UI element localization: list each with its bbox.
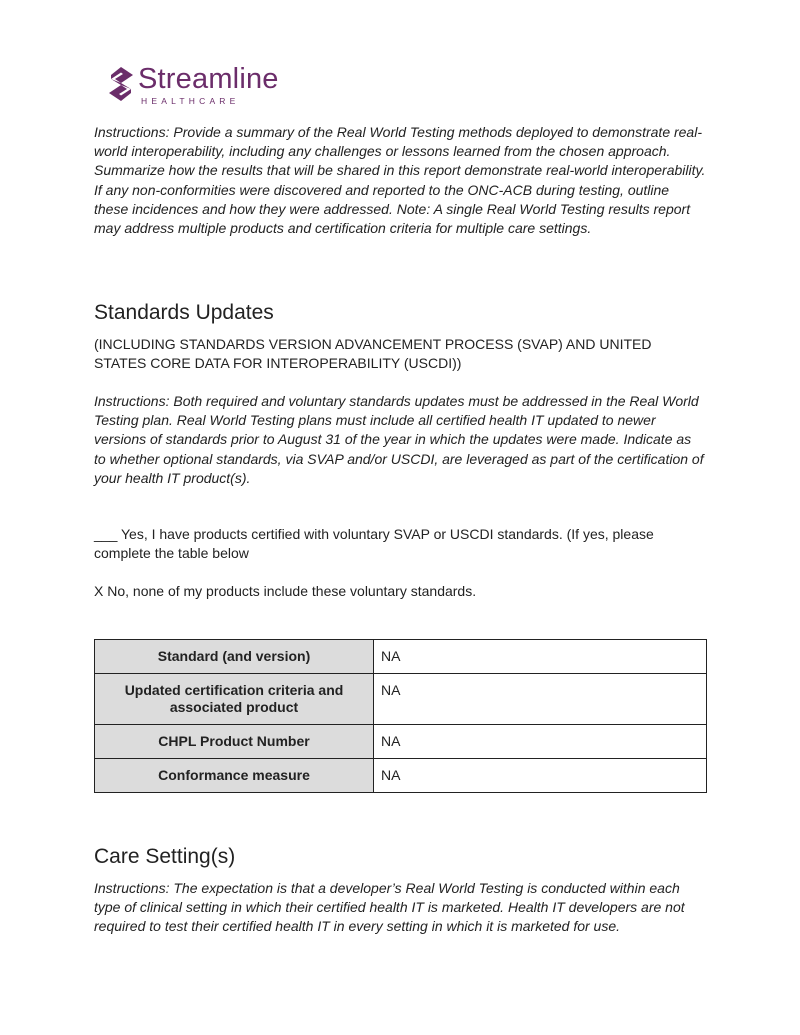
table-row [95, 725, 707, 759]
table-value-cell: NA [374, 640, 707, 674]
streamline-logo [105, 60, 305, 112]
streamline-logo-mark-icon [107, 66, 135, 102]
table-row [95, 759, 707, 793]
standards-subheading: (INCLUDING STANDARDS VERSION ADVANCEMENT PROCESS (SVAP) AND UNITED STATES CORE DATA FOR INTEROPERABILITY (USCDI)) [94, 336, 652, 372]
option-yes-text: ___ Yes, I have products certified with voluntary SVAP or USCDI standards. (If yes, please complete the table below [94, 526, 654, 562]
logo-tagline: HEALTHCARE [141, 96, 240, 106]
standards-table [94, 639, 707, 793]
option-no-text: X No, none of my products include these voluntary standards. [94, 583, 477, 599]
standards-heading: Standards Updates [94, 301, 274, 324]
table-value-cell: NA [374, 674, 707, 725]
table-label-cell: Conformance measure [95, 759, 374, 793]
care-settings-heading: Care Setting(s) [94, 845, 236, 868]
standards-instructions: Instructions: Both required and voluntary standards updates must be addressed in the Real World Testing plan. Real World Testing plans must include all certified health IT updated to newer versions of standards prior to August 31 of the year in which the updates were made. Indicate as to whether optional standards, via SVAP and/or USCDI, are leveraged as part of the certification of your health IT product(s). [94, 393, 704, 486]
table-row [95, 640, 707, 674]
care-settings-instructions: Instructions: The expectation is that a developer’s Real World Testing is conducted within each type of clinical setting in which their certified health IT is marketed. Health IT developers are not required to test their certified health IT in every setting in which it is marketed for use. [94, 880, 685, 935]
table-value-cell: NA [374, 725, 707, 759]
intro-instructions: Instructions: Provide a summary of the Real World Testing methods deployed to demonstrate real-world interoperability, including any challenges or lessons learned from the chosen approach. Summarize how the results that will be shared in this report demonstrate real-world interoperability. If any non-conformities were discovered and reported to the ONC-ACB during testing, outline these incidences and how they were addressed. Note: A single Real World Testing results report may address multiple products and certification criteria for multiple care settings. [94, 124, 706, 237]
table-label-cell: Standard (and version) [95, 640, 374, 674]
table-label-cell: CHPL Product Number [95, 725, 374, 759]
table-value-cell: NA [374, 759, 707, 793]
table-label-cell: Updated certification criteria and associated product [95, 674, 374, 725]
table-row [95, 674, 707, 725]
logo-name: Streamline [138, 63, 279, 95]
